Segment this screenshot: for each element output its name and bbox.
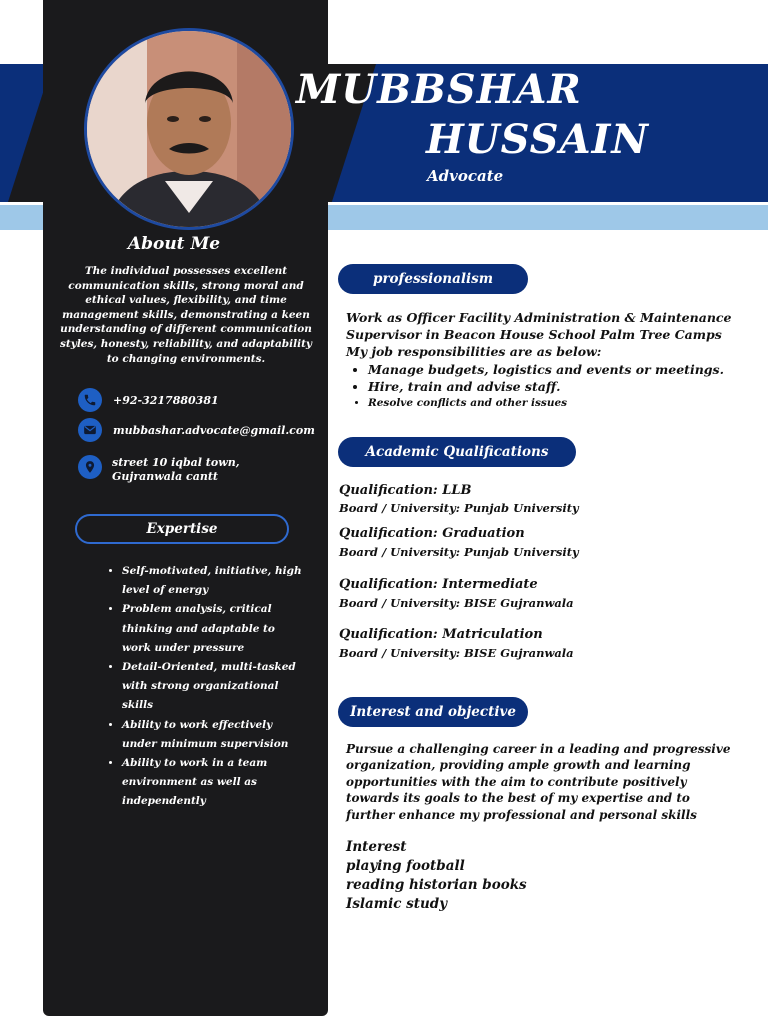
board-text: Board / University: Punjab University	[339, 545, 579, 559]
first-name: MUBBSHAR	[296, 66, 582, 113]
board-text: Board / University: BISE Gujranwala	[339, 596, 574, 610]
list-item: • Ability to work effectively under minimum supervision	[122, 716, 307, 754]
board-text: Board / University: BISE Gujranwala	[339, 646, 574, 660]
responsibility-list	[346, 361, 768, 411]
portrait-image	[87, 31, 291, 227]
qualification-text: Qualification: Intermediate	[339, 577, 538, 592]
mail-icon	[78, 418, 102, 442]
list-item: • Hire, train and advise staff.	[368, 378, 768, 395]
list-item: • Problem analysis, critical thinking and adaptable to work under pressure	[122, 600, 307, 658]
qualification-text: Qualification: Matriculation	[339, 627, 543, 642]
list-item: • Detail-Oriented, multi-tasked with strong organizational skills	[122, 658, 307, 716]
professionalism-intro: Work as Officer Facility Administration & Maintenance Supervisor in Beacon House School Palm Tree Camps My job responsibilities are as below:	[346, 310, 732, 359]
about-heading: About Me	[127, 234, 221, 254]
list-item: • Manage budgets, logistics and events or meetings.	[368, 361, 768, 378]
last-name: HUSSAIN	[426, 116, 649, 163]
interest-item: playing football	[346, 858, 465, 874]
interest-item: Islamic study	[346, 896, 448, 912]
objective-text: Pursue a challenging career in a leading and progressive organization, providing ample growth and learning opportunities with the aim to contribute positively towards its goals to the best of my expertise and to further enhance my professional and personal skills	[346, 742, 731, 822]
phone-text[interactable]: +92-3217880381	[113, 394, 219, 407]
interest-item: reading historian books	[346, 877, 527, 893]
academic-heading: Academic Qualifications	[338, 437, 576, 467]
address-line-1: street 10 iqbal town,	[112, 456, 240, 469]
job-title: Advocate	[427, 167, 504, 185]
email-text[interactable]: mubbashar.advocate@gmail.com	[113, 424, 315, 437]
expertise-heading: Expertise	[75, 514, 289, 544]
list-item: • Resolve conflicts and other issues	[368, 395, 768, 411]
professionalism-heading: professionalism	[338, 264, 528, 294]
phone-icon	[78, 388, 102, 412]
objective-heading: Interest and objective	[338, 697, 528, 727]
profile-photo	[84, 28, 294, 230]
interest-label: Interest	[346, 839, 407, 855]
qualification-text: Qualification: LLB	[339, 483, 472, 498]
address-line-2: Gujranwala cantt	[112, 470, 219, 483]
list-item: • Ability to work in a team environment as well as independently	[122, 754, 307, 812]
about-text: The individual possesses excellent communication skills, strong moral and ethical values, flexibility, and time management skills, demonstrating a keen understanding of different communication styles, honesty, reliability, and adaptability to changing environments.	[59, 265, 313, 365]
board-text: Board / University: Punjab University	[339, 501, 579, 515]
expertise-list	[98, 562, 307, 812]
qualification-text: Qualification: Graduation	[339, 526, 525, 541]
list-item: • Self-motivated, initiative, high level of energy	[122, 562, 307, 600]
location-pin-icon	[78, 455, 102, 479]
